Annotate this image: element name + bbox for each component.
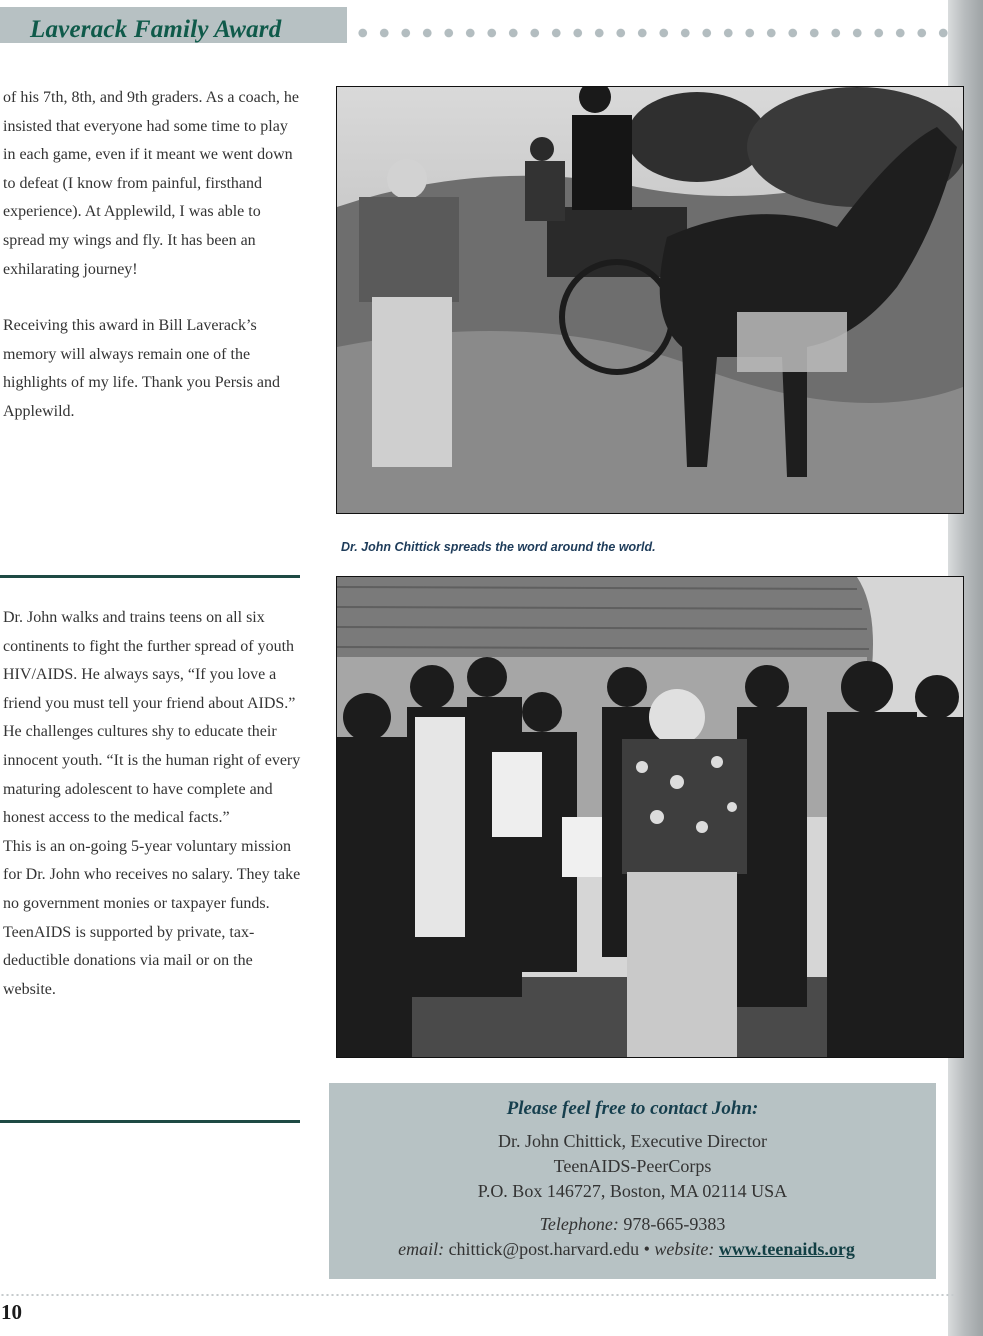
phone-label: Telephone: <box>539 1214 619 1234</box>
header-dot-rule <box>352 26 952 40</box>
section-divider <box>0 1120 300 1123</box>
photo-caption: Dr. John Chittick spreads the word around the world. <box>341 540 656 554</box>
contact-phone-line <box>329 1214 936 1235</box>
paragraph: Receiving this award in Bill Laverack’s memory will always remain one of the highlights of my life. Thank you Persis and Applewild. <box>3 317 281 420</box>
contact-name: Dr. John Chittick, Executive Director <box>498 1131 767 1151</box>
phone-number: 978-665-9383 <box>623 1214 726 1234</box>
article-column-bottom <box>3 604 301 1004</box>
photo-horse-cart <box>336 86 964 514</box>
article-column-top <box>3 84 301 427</box>
separator-bullet: • <box>643 1239 650 1259</box>
photo-village-group <box>336 576 964 1058</box>
paragraph: of his 7th, 8th, and 9th graders. As a coach, he insisted that everyone had some time to play in each game, even if it meant we went down to defeat (I know from painful, firsthand experience). At Applewild, I was able to spread my wings and fly. It has been an exhilarating journey! <box>3 89 299 278</box>
website-link[interactable]: www.teenaids.org <box>718 1239 855 1259</box>
paragraph: This is an on-going 5-year voluntary mission for Dr. John who receives no salary. They take no government monies or taxpayer funds. TeenAIDS is supported by private, tax-deductible donations via mail or on the website. <box>3 837 301 998</box>
website-label: website: <box>654 1239 715 1259</box>
section-header <box>0 7 347 43</box>
paragraph: Dr. John walks and trains teens on all six continents to fight the further spread of youth HIV/AIDS. He always says, “If you love a friend you must tell your friend about AIDS.” He challenges cultures shy to educate their innocent youth. “It is the human right of every maturing adolescent to have complete and honest access to the medical facts.” <box>3 609 301 827</box>
section-divider <box>0 575 300 578</box>
contact-organization: TeenAIDS-PeerCorps <box>553 1156 712 1176</box>
page-number: 10 <box>1 1300 22 1324</box>
contact-box <box>329 1083 936 1279</box>
contact-heading: Please feel free to contact John: <box>506 1098 759 1119</box>
contact-web-line <box>317 1239 936 1260</box>
contact-address: P.O. Box 146727, Boston, MA 02114 USA <box>477 1181 788 1201</box>
email-address[interactable]: chittick@post.harvard.edu <box>448 1239 640 1259</box>
email-label: email: <box>398 1239 445 1259</box>
footer-dot-rule <box>0 1294 955 1296</box>
section-title: Laverack Family Award <box>30 16 282 43</box>
